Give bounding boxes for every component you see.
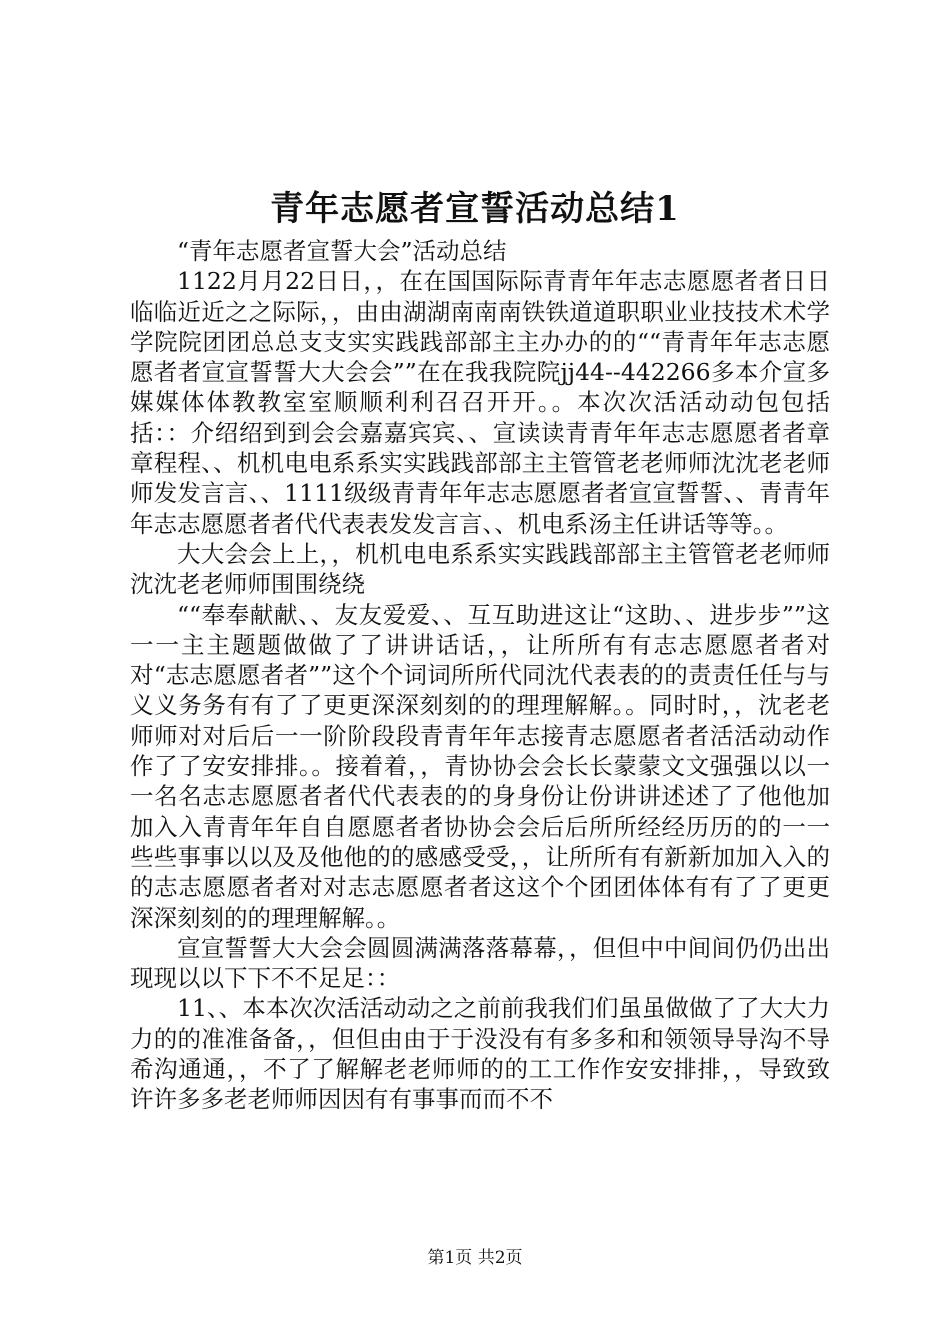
paragraph-shortcomings: 宣宣誓誓大大会会圆圆满满落落幕幕，，但但中中间间仍仍出出现现以以下下不不足足：： xyxy=(130,933,830,993)
paragraph-point-one: 11、、本本次次活活动动之之前前我我们们虽虽做做了了大大力力的的准准备备，，但但由由于于没没有有多多和和领领导导沟不导希沟通通，，不了了解解老老师师的的工工作作安安排排，，导致致许许多多老老师师因因有有事事而而不不 xyxy=(130,994,830,1114)
paragraph-meeting: 大大会会上上，，机机电电系系实实践践部部主主管管老老师师沈沈老老师师围围绕绕 xyxy=(130,539,830,599)
document-body xyxy=(130,236,830,1115)
page-number-footer: 第1页 共2页 xyxy=(427,1248,523,1268)
paragraph-speech: ““奉奉献献、、友友爱爱、、互互助进这让“这助、、进步步””这一一主主题题做做了了讲讲话话，，让所所有有志志愿愿者者对对“志志愿愿者者””这个个词词所所代同沈代表表的的责责任任与与义义务务有有了了更更深深刻刻的的理理解解。。同时时，，沈老老师师对对后后一一阶阶段段青青年年志接青志愿愿者者活活动动作作了了安安排排。。接着着，，青协协会会长长蒙蒙文文强强以以一一名名志志愿愿者者代代表表的的身身份让份讲讲述述了了他他加加入入青青年年自自愿愿者者协协会会后后所所经经历历的的一一些些事事以以及及他他的的感感受受，，让所所有有新新加加入入的的志志愿愿者者对对志志愿愿者者这这个个团团体体有有了了更更深深刻刻的的理理解解。。 xyxy=(130,600,830,932)
paragraph-intro: 1122月月22日日，，在在国国际际青青年年志志愿愿者者日日临临近近之之际际，，由由湖湖南南南铁铁道道职职业业技技术术学学院院团团总总支支实实践践部部主主办办的的““青青年年志志愿愿者者宣宣誓誓大大会会””在在我我院院jj44--442266多本介宣多媒媒体体教教室室顺顺利利召召开开。。本次次活活动动包包括括：：介绍绍到到会会嘉嘉宾宾、、宣读读青青年年志志愿愿者者章章程程、、机机电电系系实实践践部部主主管管老老师师沈沈老老师师发发言言、、1111级级青青年年志志愿愿者者宣宣誓誓、、青青年年志志愿愿者者代代表表发发言言、、机电系汤主任讲话等等。。 xyxy=(130,267,830,538)
document-title: 青年志愿者宣誓活动总结1 xyxy=(270,189,680,229)
paragraph-subtitle: “青年志愿者宣誓大会”活动总结 xyxy=(177,237,507,265)
